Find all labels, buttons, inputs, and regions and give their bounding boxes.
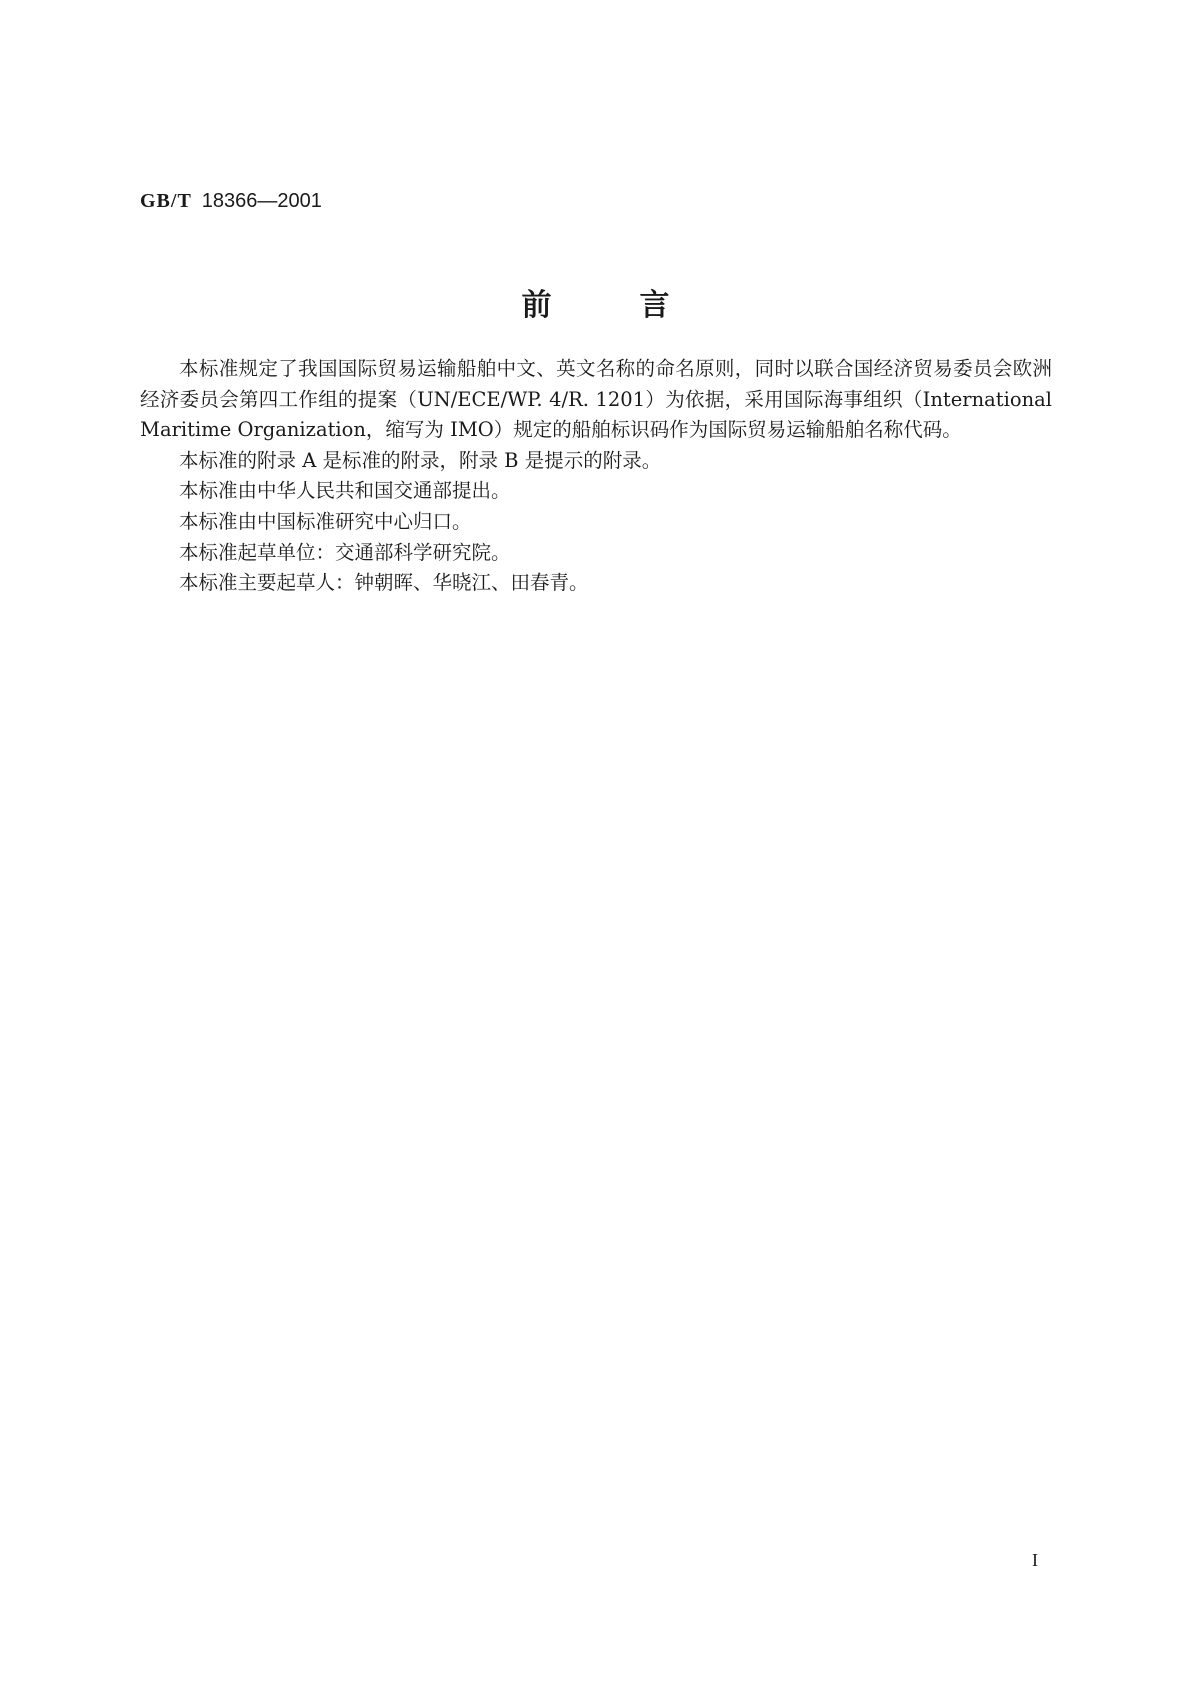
foreword-body <box>140 354 1052 599</box>
page-title: 前言 <box>521 288 758 323</box>
standard-code <box>140 188 322 213</box>
paragraph-administrator: 本标准由中国标准研究中心归口。 <box>179 509 472 533</box>
paragraph-scope: 本标准规定了我国国际贸易运输船舶中文、英文名称的命名原则，同时以联合国经济贸易委员会欧洲经济委员会第四工作组的提案（UN/ECE/WP. 4/R. 1201）为依据，采用国际海事组织（International Maritime Organization，缩写为 IMO）规定的船舶标识码作为国际贸易运输船舶名称代码。 <box>140 357 1052 442</box>
paragraph-proposer: 本标准由中华人民共和国交通部提出。 <box>179 479 511 503</box>
standard-prefix: GB/T <box>140 190 192 212</box>
paragraph-annexes: 本标准的附录 A 是标准的附录，附录 B 是提示的附录。 <box>179 448 662 472</box>
page-number: I <box>1032 1550 1038 1570</box>
paragraph-drafting-unit: 本标准起草单位：交通部科学研究院。 <box>179 540 511 564</box>
paragraph-drafters: 本标准主要起草人：钟朝晖、华晓江、田春青。 <box>179 571 589 595</box>
standard-number: 18366—2001 <box>201 190 322 212</box>
